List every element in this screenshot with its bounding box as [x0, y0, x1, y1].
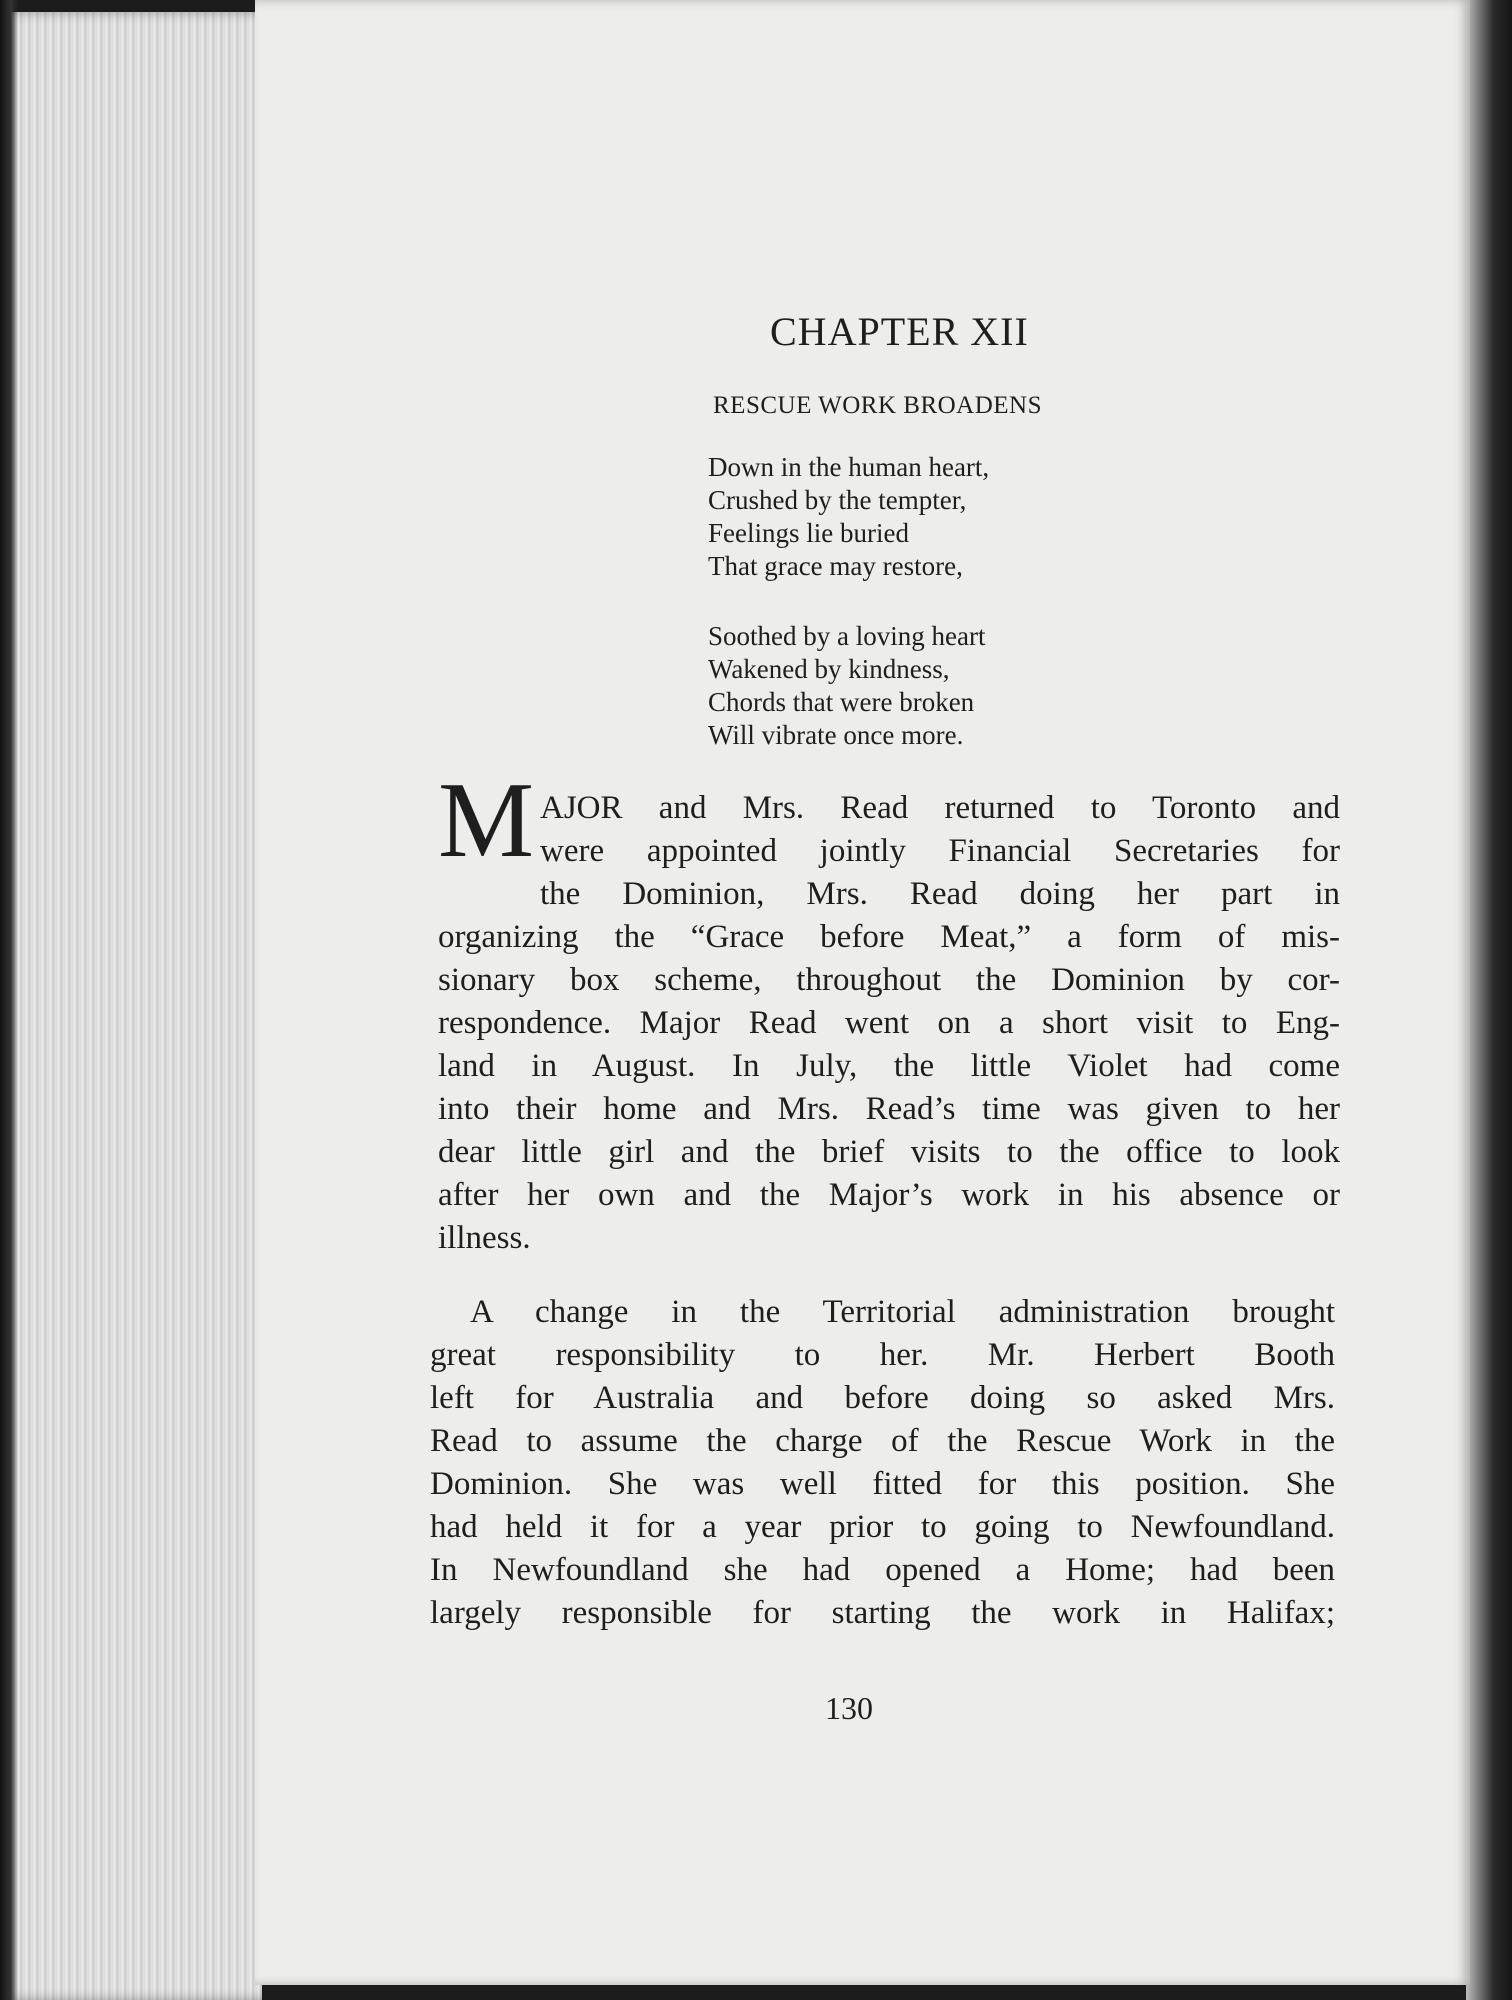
- text-line: largely responsible for starting the work in Halifax;: [430, 1595, 1335, 1631]
- book-page: [255, 0, 1470, 1985]
- right-book-edge: [1466, 0, 1512, 2000]
- text-line: AJOR and Mrs. Read returned to Toronto and: [540, 790, 1340, 826]
- poem-stanza: [708, 451, 989, 583]
- text-line: into their home and Mrs. Read’s time was given to her: [438, 1091, 1340, 1127]
- poem-line: That grace may restore,: [708, 551, 963, 581]
- text-line: respondence. Major Read went on a short visit to Eng-: [438, 1005, 1340, 1041]
- text-line: left for Australia and before doing so asked Mrs.: [430, 1380, 1335, 1416]
- text-line: dear little girl and the brief visits to the office to look: [438, 1134, 1340, 1170]
- spine-shadow: [0, 0, 18, 2000]
- poem-line: Down in the human heart,: [708, 452, 990, 482]
- page-edges: [0, 12, 262, 2000]
- text-line: illness.: [438, 1220, 531, 1256]
- text-line: sionary box scheme, throughout the Dominion by cor-: [438, 962, 1340, 998]
- poem-line: Chords that were broken: [708, 687, 975, 717]
- text-line: had held it for a year prior to going to Newfoundland.: [430, 1509, 1335, 1545]
- text-line: A change in the Territorial administration brought: [470, 1294, 1335, 1330]
- text-line: land in August. In July, the little Violet had come: [438, 1048, 1340, 1084]
- poem-stanza: [708, 620, 985, 752]
- text-line: organizing the “Grace before Meat,” a form of mis-: [438, 919, 1340, 955]
- poem-line: Feelings lie buried: [708, 518, 909, 548]
- poem-line: Wakened by kindness,: [708, 654, 950, 684]
- text-line: the Dominion, Mrs. Read doing her part in: [540, 876, 1340, 912]
- text-line: after her own and the Major’s work in his absence or: [438, 1177, 1340, 1213]
- text-line: great responsibility to her. Mr. Herbert Booth: [430, 1337, 1335, 1373]
- chapter-title: RESCUE WORK BROADENS: [713, 392, 1043, 419]
- page-number: 130: [825, 1690, 873, 1726]
- text-line: Read to assume the charge of the Rescue Work in the: [430, 1423, 1335, 1459]
- poem-line: Soothed by a loving heart: [708, 621, 986, 651]
- text-line: were appointed jointly Financial Secretaries for: [540, 833, 1340, 869]
- chapter-number: CHAPTER XII: [770, 309, 1029, 354]
- poem-line: Will vibrate once more.: [708, 720, 964, 750]
- poem-line: Crushed by the tempter,: [708, 485, 967, 515]
- drop-cap: M: [438, 761, 535, 880]
- text-line: Dominion. She was well fitted for this position. She: [430, 1466, 1335, 1502]
- text-line: In Newfoundland she had opened a Home; had been: [430, 1552, 1335, 1588]
